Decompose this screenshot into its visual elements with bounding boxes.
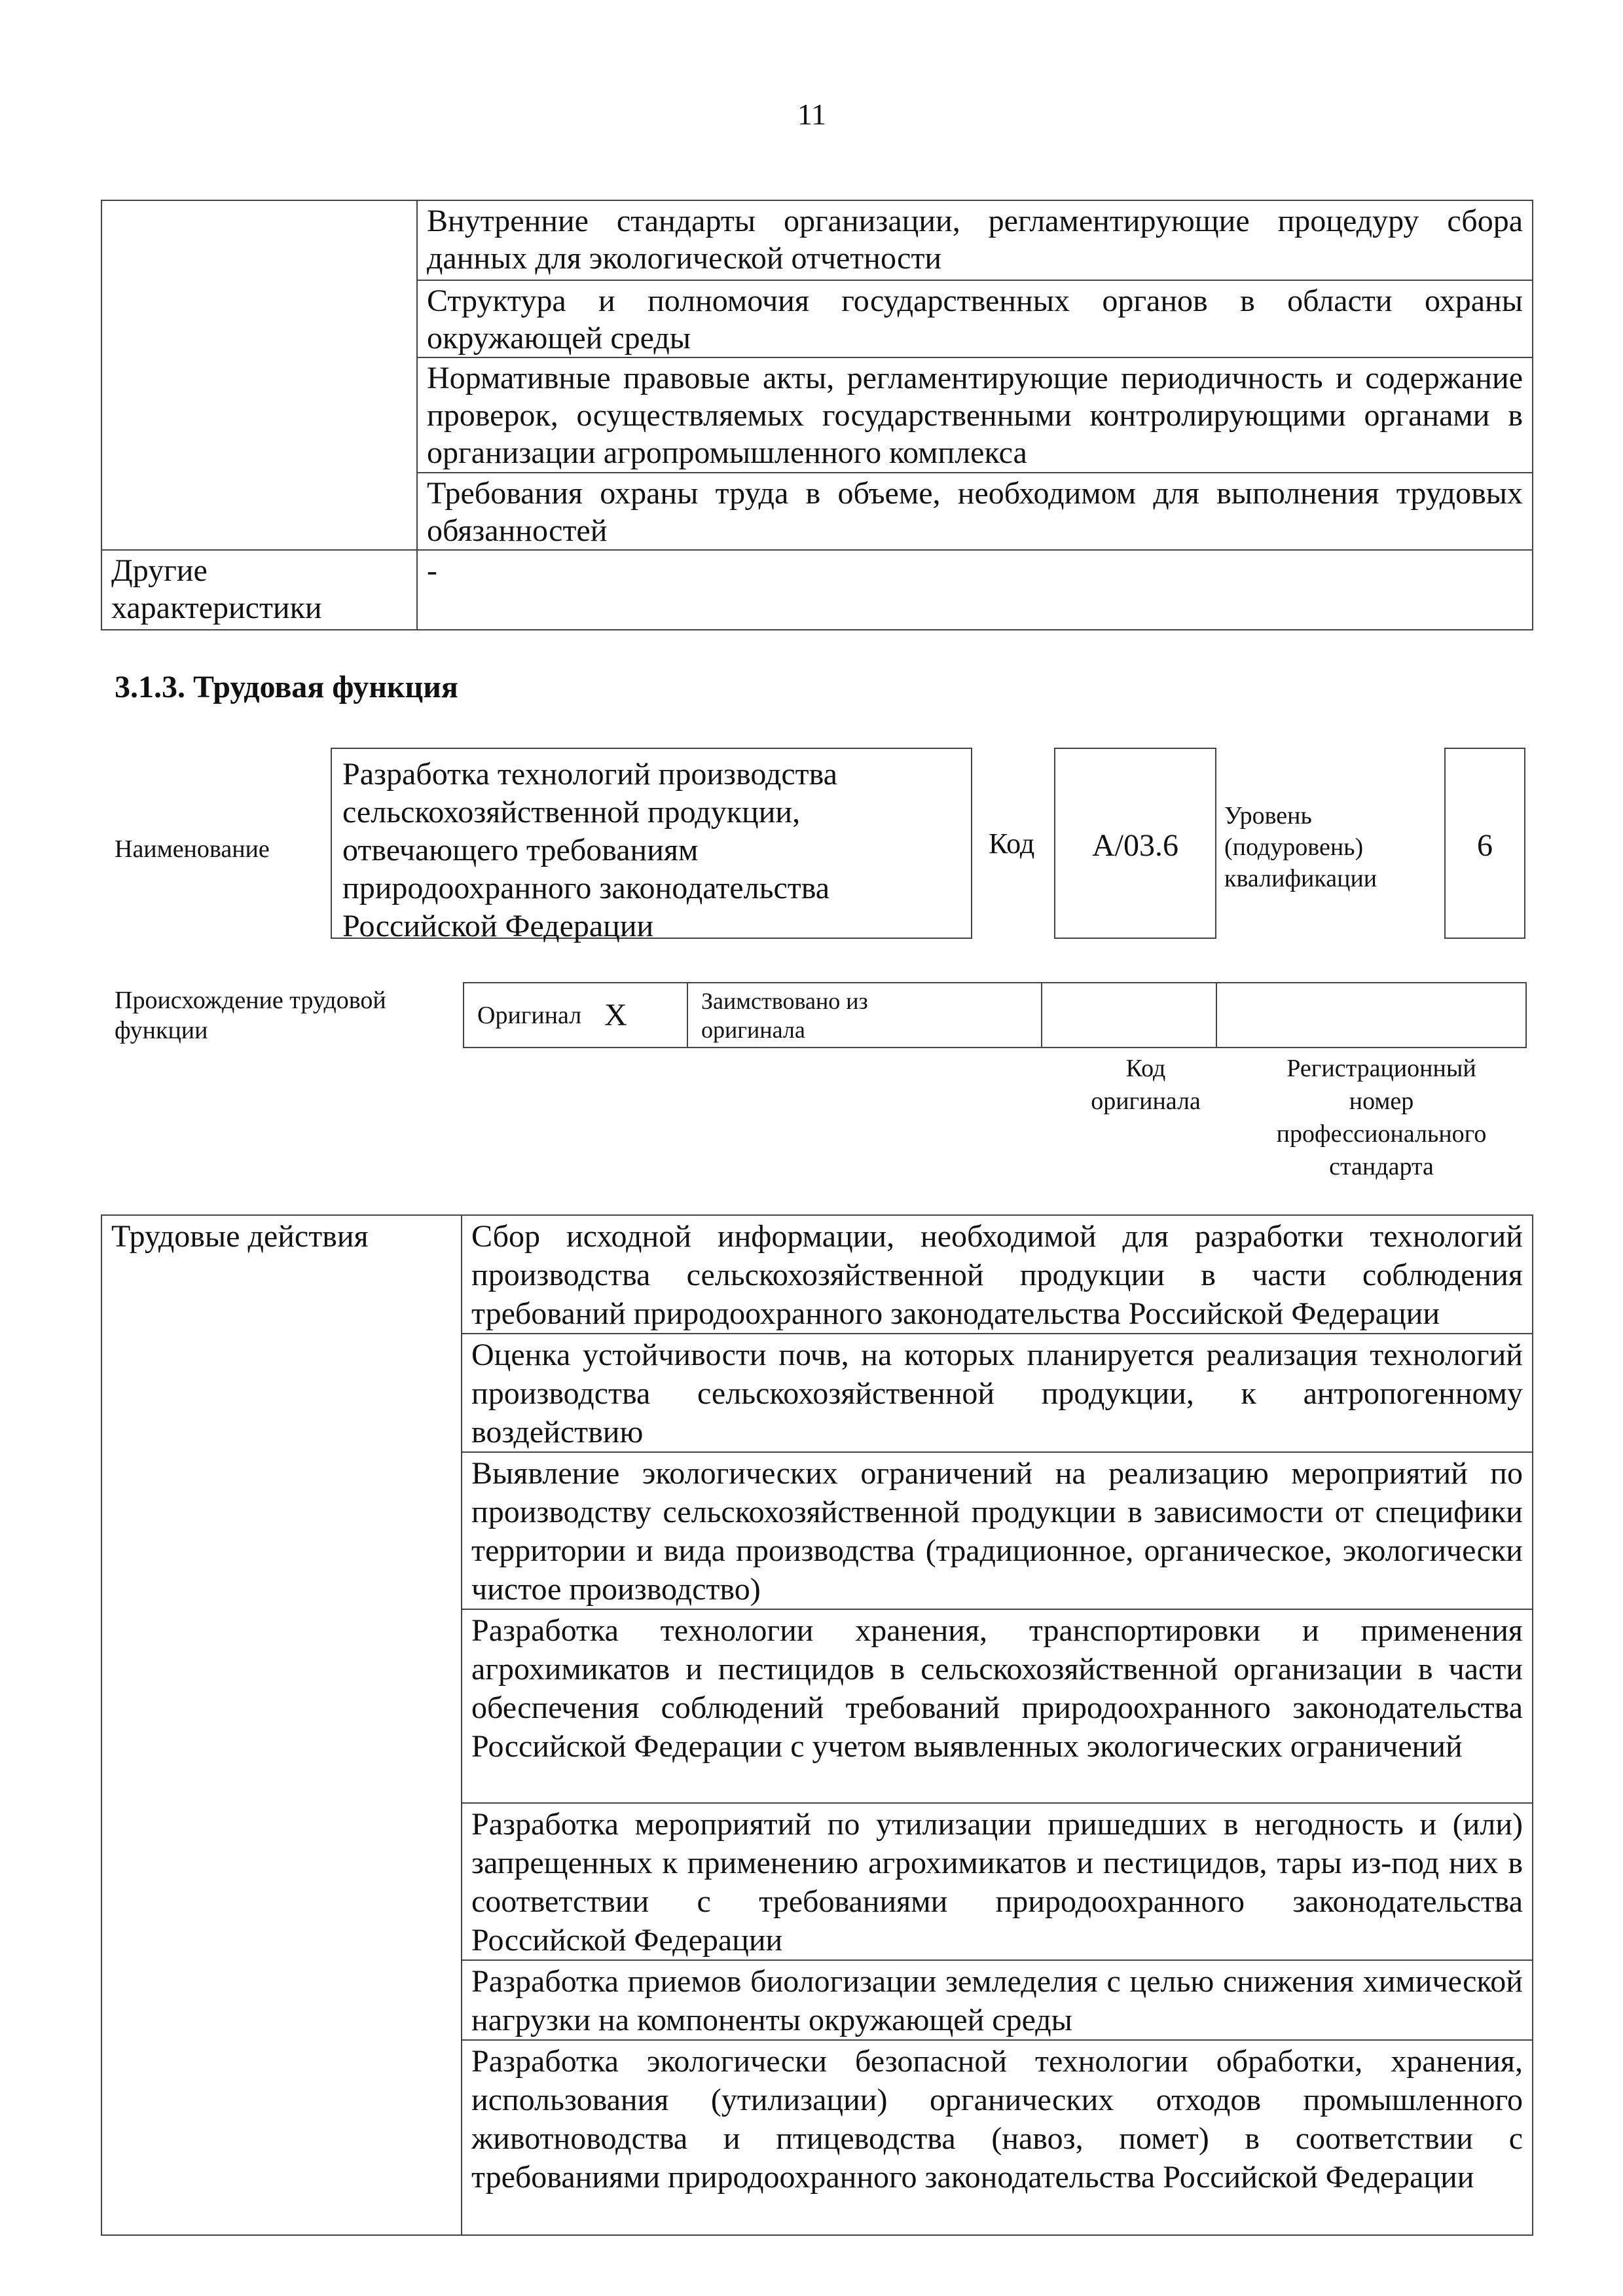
labor-actions-table (101, 1214, 1533, 2236)
labor-action-item: Оценка устойчивости почв, на которых планируется реализация технологий производства сельскохозяйственной продукции, к антропогенному воздействию (462, 1334, 1533, 1452)
labor-action-item: Разработка экологически безопасной технологии обработки, хранения, использования (утилизации) органических отходов промышленного животноводства и птицеводства (навоз, помет) в соответствии с требованиями природоохранного законодательства Российской Федерации (462, 2040, 1533, 2235)
origin-label-line: Происхождение трудовой (115, 987, 386, 1014)
registration-caption-line: номер (1349, 1087, 1414, 1115)
original-mark: X (591, 983, 687, 1048)
knowledge-table-continued (101, 200, 1533, 630)
function-name-box (331, 748, 972, 943)
labor-action-item: Сбор исходной информации, необходимой для разработки технологий производства сельскохозяйственной продукции в части соблюдения требований природоохранного законодательства Российской Федерации (462, 1215, 1533, 1334)
section-title: 3.1.3. Трудовая функция (115, 670, 458, 704)
borrowed-label-line: Заимствовано из (701, 987, 868, 1014)
function-name-line: сельскохозяйственной продукции, (342, 795, 801, 829)
registration-caption-line: Регистрационный (1286, 1055, 1476, 1082)
level-label-line: Уровень (1224, 802, 1312, 829)
registration-caption-line: профессионального (1276, 1120, 1487, 1148)
code-value: A/03.6 (1054, 748, 1216, 939)
function-name-line: Разработка технологий производства (342, 757, 837, 792)
labor-action-item: Выявление экологических ограничений на реализацию мероприятий по производству сельскохозяйственной продукции в зависимости от специфики территории и вида производства (традиционное, органическое, экологически чистое производство) (462, 1452, 1533, 1609)
registration-caption (1244, 1052, 1519, 1183)
origin-label-line: функции (115, 1017, 208, 1044)
code-caption-line: Код (1125, 1055, 1166, 1082)
labor-actions-label: Трудовые действия (101, 1215, 462, 2235)
name-label: Наименование (115, 835, 270, 863)
level-label-line: (подуровень) (1224, 833, 1364, 861)
knowledge-item: Внутренние стандарты организации, регламентирующие процедуру сбора данных для экологической отчетности (417, 200, 1533, 280)
code-caption (1067, 1052, 1224, 1118)
registration-caption-line: стандарта (1329, 1153, 1434, 1180)
other-characteristics-label: Другие характеристики (101, 550, 417, 630)
level-label-line: квалификации (1224, 865, 1377, 892)
code-label: Код (989, 828, 1035, 860)
borrowed-label (687, 983, 1042, 1048)
function-name-line: отвечающего требованиям (342, 833, 699, 867)
origin-label (115, 985, 386, 1046)
code-caption-line: оригинала (1091, 1087, 1201, 1115)
page-number: 11 (797, 98, 827, 131)
function-name-line: Российской Федерации (342, 909, 654, 943)
labor-action-item: Разработка технологии хранения, транспортировки и применения агрохимикатов и пестицидов в сельскохозяйственной организации в части обеспечения соблюдений требований природоохранного законодательства Российской Федерации с учетом выявленных экологических ограничений (462, 1609, 1533, 1803)
level-value: 6 (1444, 748, 1525, 939)
other-characteristics-value: - (417, 550, 1533, 630)
origin-table (463, 982, 1527, 1048)
original-code-cell (1042, 983, 1216, 1048)
knowledge-item: Требования охраны труда в объеме, необходимом для выполнения трудовых обязанностей (417, 473, 1533, 550)
borrowed-label-line: оригинала (701, 1016, 805, 1043)
knowledge-item: Нормативные правовые акты, регламентирующие периодичность и содержание проверок, осуществляемых государственными контролирующими органами в организации агропромышленного комплекса (417, 357, 1533, 473)
labor-action-item: Разработка мероприятий по утилизации пришедших в негодность и (или) запрещенных к применению агрохимикатов и пестицидов, тары из-под них в соответствии с требованиями природоохранного законодательства Российской Федерации (462, 1803, 1533, 1960)
level-label (1224, 800, 1377, 894)
original-label: Оригинал (464, 983, 591, 1048)
knowledge-item: Структура и полномочия государственных органов в области охраны окружающей среды (417, 280, 1533, 357)
registration-number-cell (1216, 983, 1526, 1048)
empty-label-cell (101, 200, 417, 550)
labor-action-item: Разработка приемов биологизации земледелия с целью снижения химической нагрузки на компоненты окружающей среды (462, 1960, 1533, 2040)
function-name-line: природоохранного законодательства (342, 871, 830, 905)
